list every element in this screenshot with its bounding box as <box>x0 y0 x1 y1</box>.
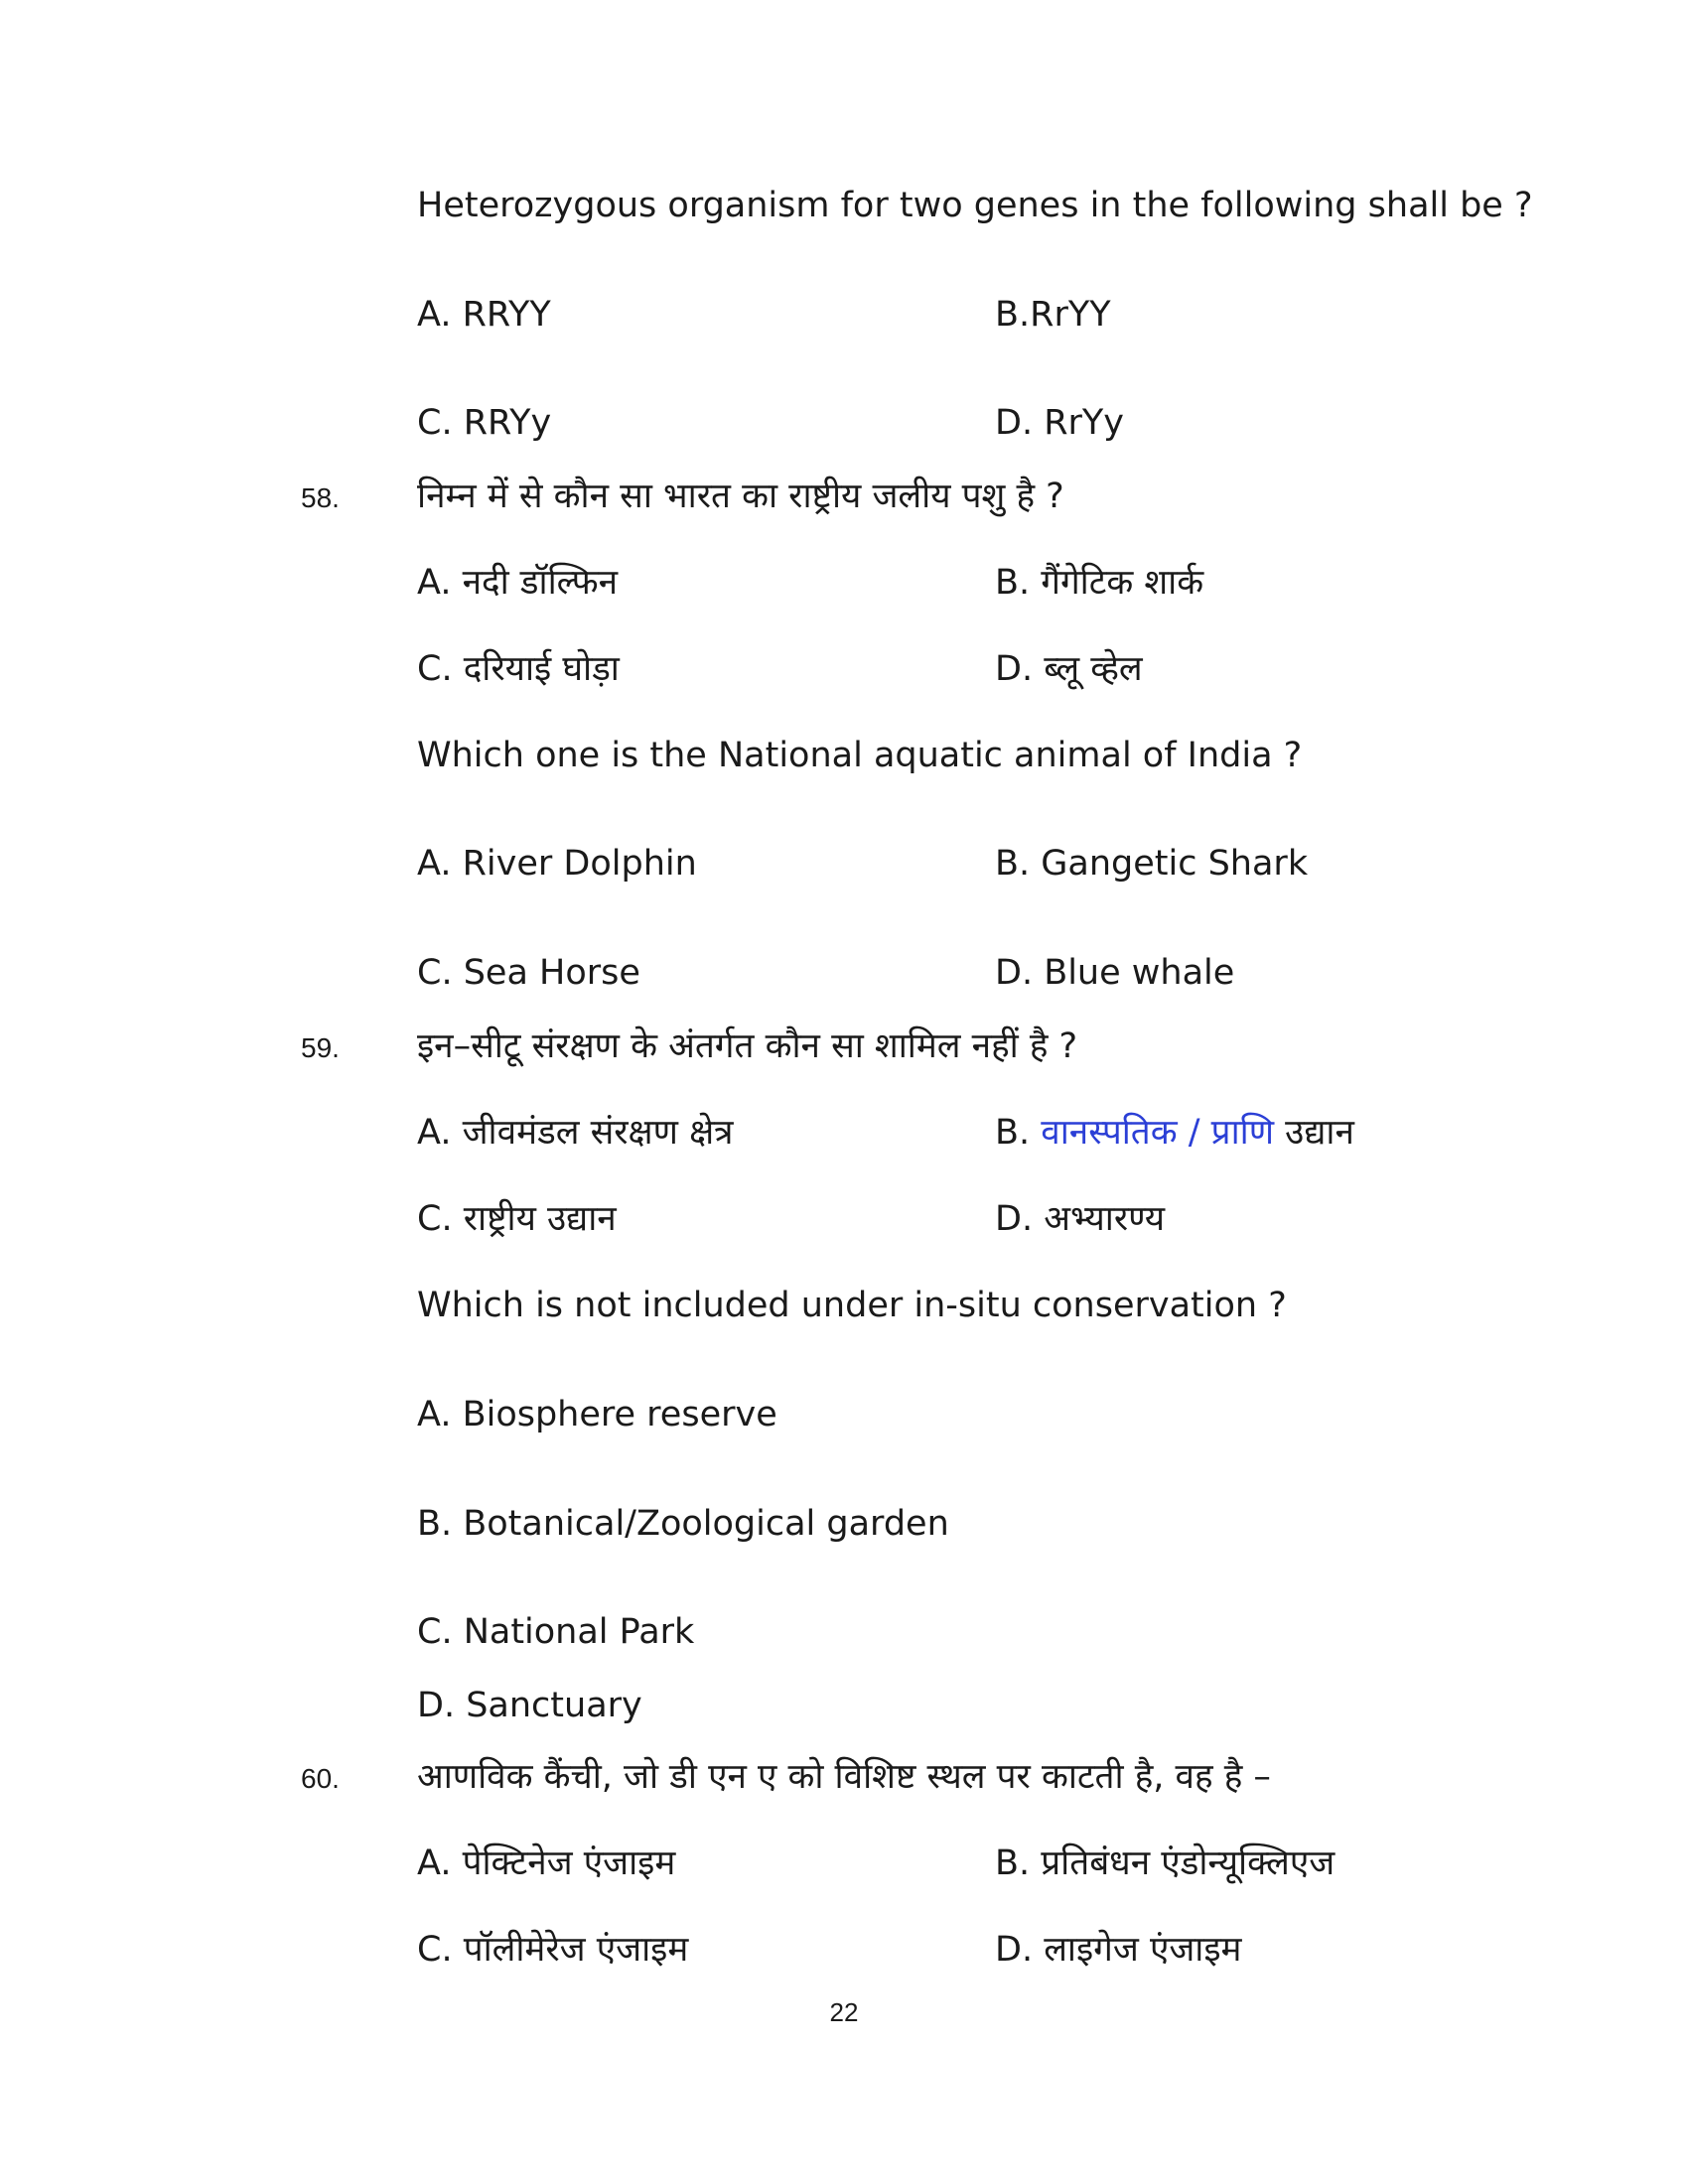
q59-option-b-en: B. Botanical/Zoological garden <box>417 1504 949 1544</box>
q59-question-hi: इन–सीटू संरक्षण के अंतर्गत कौन सा शामिल नहीं है ? <box>417 1026 1078 1066</box>
q58-option-c-hi: C. दरियाई घोड़ा <box>417 649 620 689</box>
q58-option-b-en: B. Gangetic Shark <box>995 844 1309 884</box>
q57-option-a: A. RRYY <box>417 295 551 335</box>
q58-option-c-en: C. Sea Horse <box>417 953 640 993</box>
q59-option-c-hi: C. राष्ट्रीय उद्यान <box>417 1199 617 1239</box>
q59-option-b-prefix: B. <box>995 1113 1031 1153</box>
q58-option-b-hi: B. गैंगेटिक शार्क <box>995 563 1204 603</box>
q57-option-b: B.RrYY <box>995 295 1111 335</box>
q58-number: 58. <box>301 482 340 513</box>
q60-question-hi: आणविक कैंची, जो डी एन ए को विशिष्ट स्थल पर काटती है, वह है – <box>417 1757 1271 1797</box>
q59-option-a-en: A. Biosphere reserve <box>417 1395 777 1434</box>
q58-question-hi: निम्न में से कौन सा भारत का राष्ट्रीय जलीय पशु है ? <box>417 477 1064 516</box>
q59-option-d-en: D. Sanctuary <box>417 1686 642 1725</box>
q58-option-a-en: A. River Dolphin <box>417 844 697 884</box>
q59-option-b-hi <box>995 1111 1354 1155</box>
q58-option-d-hi: D. ब्लू व्हेल <box>995 649 1143 689</box>
q59-number: 59. <box>301 1032 340 1063</box>
q60-number: 60. <box>301 1763 340 1794</box>
q58-option-a-hi: A. नदी डॉल्फिन <box>417 563 619 603</box>
q59-question-en: Which is not included under in-situ conservation ? <box>417 1286 1287 1325</box>
q57-option-d: D. RrYy <box>995 403 1125 443</box>
q57-option-c: C. RRYy <box>417 403 552 443</box>
q58-question-en: Which one is the National aquatic animal of India ? <box>417 736 1303 775</box>
page-number: 22 <box>829 1997 859 2027</box>
q59-option-c-en: C. National Park <box>417 1612 695 1652</box>
q59-option-b-suffix: उद्यान <box>1285 1113 1354 1153</box>
q59-option-d-hi: D. अभ्यारण्य <box>995 1199 1166 1239</box>
q60-option-b-hi: B. प्रतिबंधन एंडोन्यूक्लिएज <box>995 1843 1336 1883</box>
q59-option-a-hi: A. जीवमंडल संरक्षण क्षेत्र <box>417 1113 734 1153</box>
q58-option-d-en: D. Blue whale <box>995 953 1235 993</box>
q60-option-d-hi: D. लाइगेज एंजाइम <box>995 1930 1242 1970</box>
q59-option-b-highlight: वानस्पतिक / प्राणि <box>1041 1113 1275 1153</box>
q60-option-c-hi: C. पॉलीमेरेज एंजाइम <box>417 1930 689 1970</box>
q57-question-en: Heterozygous organism for two genes in the following shall be ? <box>417 186 1533 225</box>
q60-option-a-hi: A. पेक्टिनेज एंजाइम <box>417 1843 676 1883</box>
